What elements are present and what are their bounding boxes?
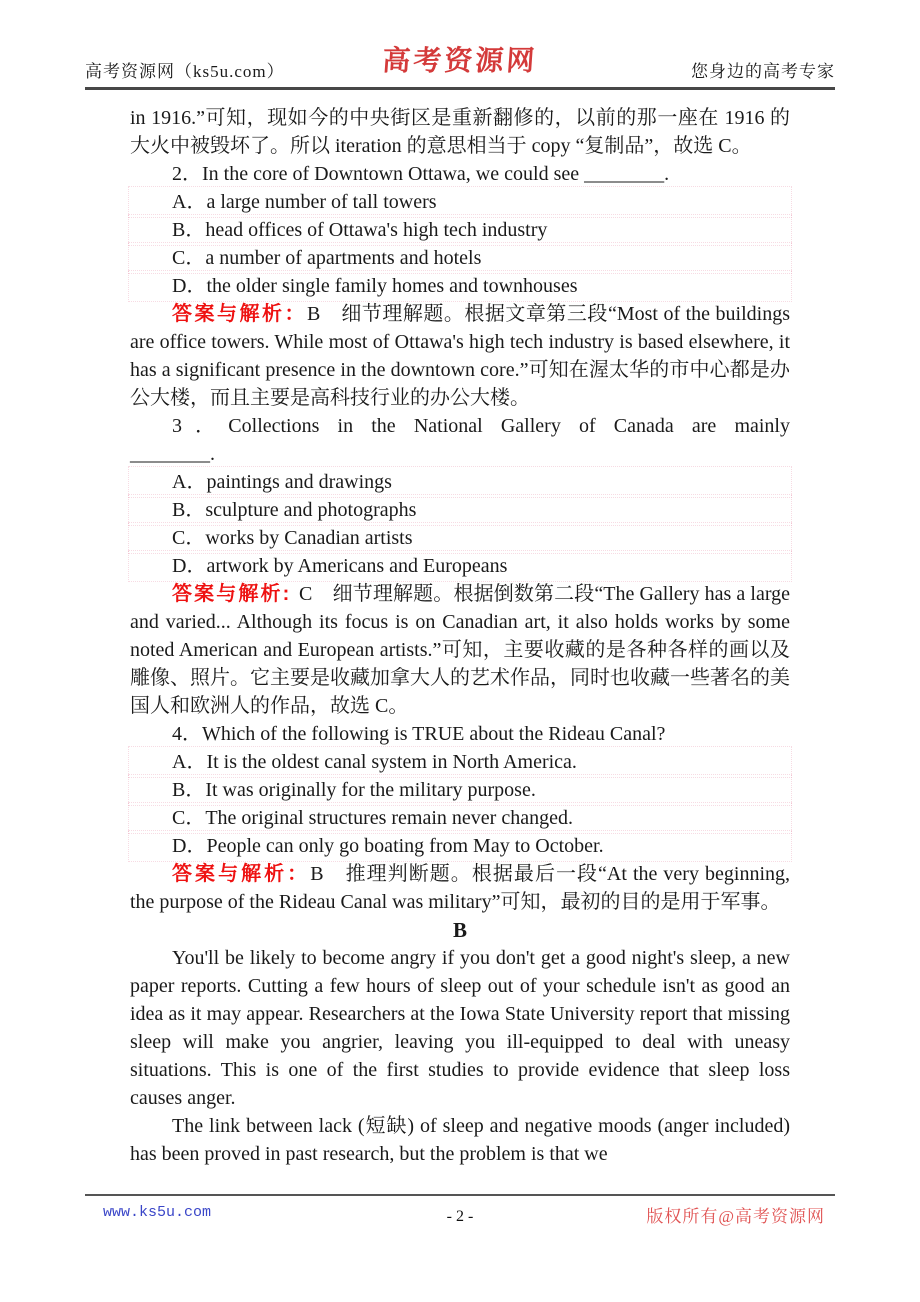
question-2-option-d: D．the older single family homes and townhouses <box>130 272 790 300</box>
answer-explanation-3 <box>130 580 790 720</box>
question-3-stem-line1: 3．Collections in the National Gallery of Canada are mainly <box>172 415 790 437</box>
question-4-stem: 4．Which of the following is TRUE about the Rideau Canal? <box>172 723 666 745</box>
question-4-option-c: C．The original structures remain never changed. <box>130 804 790 832</box>
question-2-stem: 2．In the core of Downtown Ottawa, we could see ________. <box>172 163 670 185</box>
question-4-option-b: B．It was originally for the military purpose. <box>130 776 790 804</box>
passage-b-paragraph-2: The link between lack (短缺) of sleep and negative moods (anger included) has been proved in past research, but the problem is that we <box>130 1115 790 1165</box>
question-3-option-b: B．sculpture and photographs <box>130 496 790 524</box>
question-3-option-d: D．artwork by Americans and Europeans <box>130 552 790 580</box>
question-3-option-a: A．paintings and drawings <box>130 468 790 496</box>
question-3-option-c: C．works by Canadian artists <box>130 524 790 552</box>
question-3-stem-line2: ________. <box>130 443 215 465</box>
document-body <box>130 104 790 1168</box>
ks5u-logo: 高考资源网 <box>381 46 539 77</box>
answer-label: 答案与解析： <box>172 303 308 325</box>
header-slogan: 您身边的高考专家 <box>691 62 835 81</box>
answer-explanation-2 <box>130 300 790 412</box>
header-site-name: 高考资源网（ks5u.com） <box>85 62 285 81</box>
question-2-option-b: B．head offices of Ottawa's high tech industry <box>130 216 790 244</box>
page-header <box>85 40 835 90</box>
footer-copyright: 版权所有@高考资源网 <box>646 1207 825 1226</box>
page-number: - 2 - <box>446 1208 474 1225</box>
answer-label: 答案与解析: <box>172 583 300 605</box>
page-footer <box>85 1194 835 1226</box>
passage-b-paragraph-1: You'll be likely to become angry if you don't get a good night's sleep, a new paper reports. Cutting a few hours of sleep out of your schedule isn't as good an idea as it may appear. Researchers at the Iowa State University report that missing sleep will make you angrier, leaving you ill-equipped to deal with uneasy situations. This is one of the first studies to provide evidence that sleep loss causes anger. <box>130 947 790 1109</box>
explanation-q1-tail: in 1916.”可知，现如今的中央街区是重新翻修的，以前的那一座在 1916 的大火中被毁坏了。所以 iteration 的意思相当于 copy “复制品”，故选 C。 <box>130 107 790 157</box>
question-4-option-a: A．It is the oldest canal system in North America. <box>130 748 790 776</box>
answer-label: 答案与解析： <box>172 863 311 885</box>
answer-text: B 细节理解题。根据文章第三段“Most of the buildings are office towers. While most of Ottawa's high tech industry is based elsewhere, it has a significant presence in the downtown core.”可知在渥太华的市中心都是办公大楼，而且主要是高科技行业的办公大楼。 <box>130 303 790 409</box>
answer-text: B 推理判断题。根据最后一段“At the very beginning, the purpose of the Rideau Canal was military”可知，最初的目的是用于军事。 <box>130 863 790 913</box>
passage-b-heading: B <box>452 918 467 942</box>
question-2-option-a: A．a large number of tall towers <box>130 188 790 216</box>
answer-explanation-4 <box>130 860 790 916</box>
question-4-option-d: D．People can only go boating from May to October. <box>130 832 790 860</box>
footer-site-url: www.ks5u.com <box>103 1204 212 1221</box>
answer-text: C 细节理解题。根据倒数第二段“The Gallery has a large and varied... Although its focus is on Canadian art, it also holds works by some noted American and European artists.”可知，主要收藏的是各种各样的画以及雕像、照片。它主要是收藏加拿大人的艺术作品，同时也收藏一些著名的美国人和欧洲人的作品，故选 C。 <box>130 583 791 717</box>
question-2-option-c: C．a number of apartments and hotels <box>130 244 790 272</box>
